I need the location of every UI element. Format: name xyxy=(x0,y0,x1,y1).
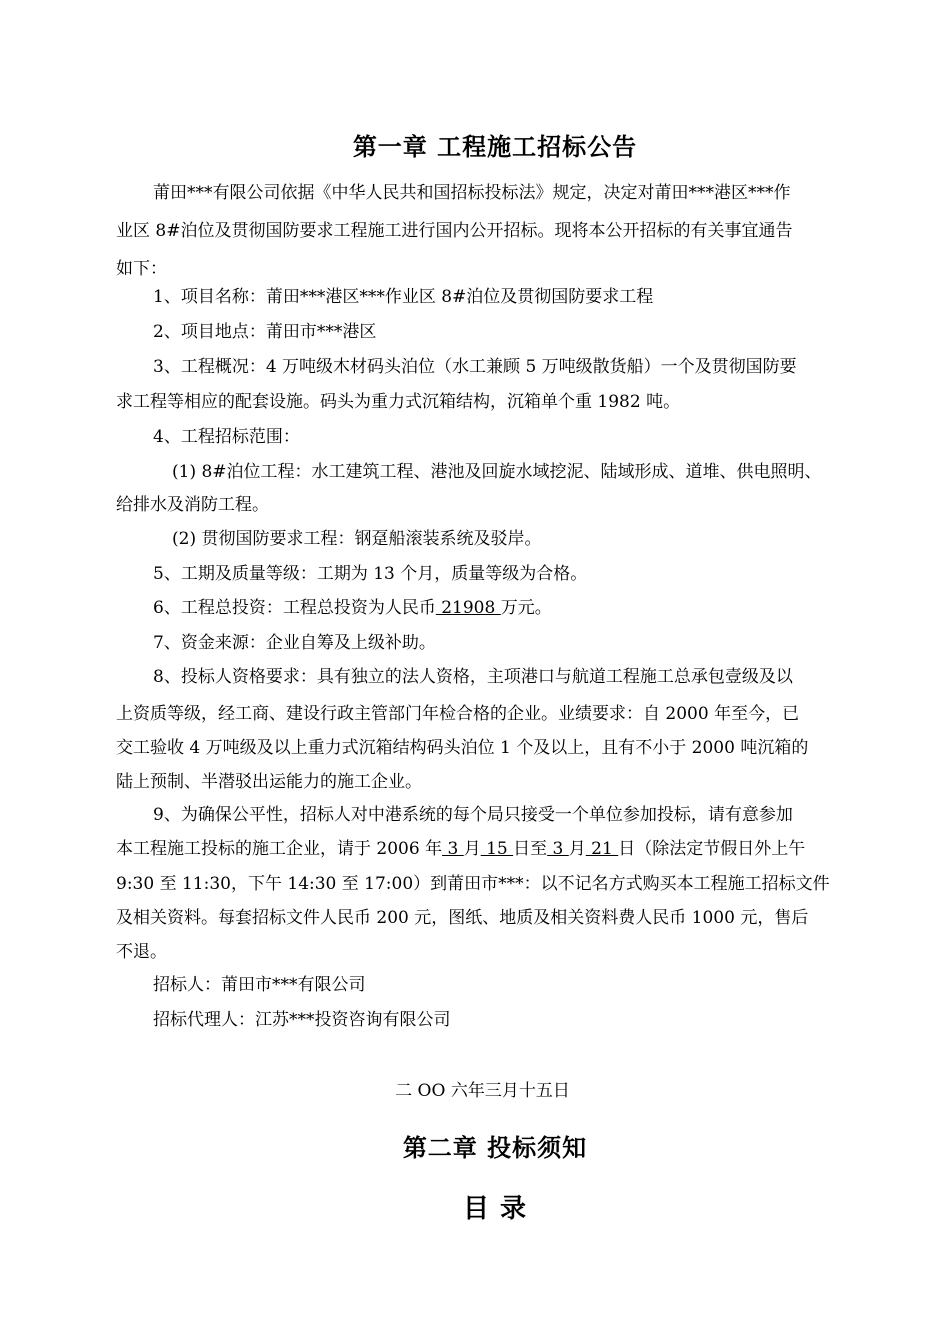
tenderer: 招标人：莆田市***有限公司 xyxy=(153,975,366,995)
item-4: 4、工程招标范围： xyxy=(153,427,300,447)
toc-title: 目 录 xyxy=(462,1194,528,1224)
item-9-line-2 xyxy=(116,838,805,860)
item-9-line-1: 9、为确保公平性，招标人对中港系统的每个局只接受一个单位参加投标，请有意参加 xyxy=(153,805,793,825)
end-month: 3 xyxy=(547,839,569,859)
total-investment-value: 21908 xyxy=(435,598,501,618)
intro-line-1: 莆田***有限公司依据《中华人民共和国招标投标法》规定，决定对莆田***港区***作 xyxy=(153,183,791,203)
item-4-1-line-2: 给排水及消防工程。 xyxy=(116,495,269,515)
item-9-text-e: 日（除法定节假日外上午 xyxy=(618,839,806,859)
item-6-prefix: 6、工程总投资：工程总投资为人民币 xyxy=(153,598,436,618)
item-7: 7、资金来源：企业自筹及上级补助。 xyxy=(153,633,436,653)
item-8-line-4: 陆上预制、半潜驳出运能力的施工企业。 xyxy=(116,772,422,792)
item-5: 5、工期及质量等级：工期为 13 个月，质量等级为合格。 xyxy=(153,564,588,584)
item-8-line-3: 交工验收 4 万吨级及以上重力式沉箱结构码头泊位 1 个及以上，且有不小于 2000 吨沉箱的 xyxy=(116,738,809,758)
chapter-1-title: 第一章 工程施工招标公告 xyxy=(352,132,638,161)
item-2: 2、项目地点：莆田市***港区 xyxy=(153,322,377,342)
item-4-1-line-1: (1) 8#泊位工程：水工建筑工程、港池及回旋水域挖泥、陆域形成、道堆、供电照明、 xyxy=(172,462,822,482)
item-9-text-d: 月 xyxy=(568,839,586,859)
item-9-line-5: 不退。 xyxy=(116,942,167,962)
item-8-line-1: 8、投标人资格要求：具有独立的法人资格，主项港口与航道工程施工总承包壹级及以 xyxy=(153,667,793,687)
announcement-date: 二 OO 六年三月十五日 xyxy=(395,1081,570,1101)
item-1: 1、项目名称：莆田***港区***作业区 8#泊位及贯彻国防要求工程 xyxy=(153,287,654,307)
item-9-text-c: 日至 xyxy=(513,839,548,859)
item-3-line-2: 求工程等相应的配套设施。码头为重力式沉箱结构，沉箱单个重 1982 吨。 xyxy=(116,392,681,412)
tender-agent: 招标代理人：江苏***投资咨询有限公司 xyxy=(153,1010,451,1030)
item-9-line-4: 及相关资料。每套招标文件人民币 200 元，图纸、地质及相关资料费人民币 1000 元，售后 xyxy=(116,908,809,928)
item-3-line-1: 3、工程概况：4 万吨级木材码头泊位（水工兼顾 5 万吨级散货船）一个及贯彻国防要 xyxy=(153,357,797,377)
item-6-suffix: 万元。 xyxy=(500,598,552,618)
chapter-2-title: 第二章 投标须知 xyxy=(402,1133,588,1162)
item-6 xyxy=(153,597,552,619)
intro-line-2: 业区 8#泊位及贯彻国防要求工程施工进行国内公开招标。现将本公开招标的有关事宜通告 xyxy=(116,221,793,241)
item-9-line-3: 9:30 至 11:30，下午 14:30 至 17:00）到莆田市***：以不记名方式购买本工程施工招标文件 xyxy=(116,874,830,894)
start-day: 15 xyxy=(480,839,514,859)
item-4-2: (2) 贯彻国防要求工程：钢趸船滚装系统及驳岸。 xyxy=(172,529,542,549)
end-day: 21 xyxy=(585,839,619,859)
item-9-text-b: 月 xyxy=(463,839,481,859)
intro-line-3: 如下： xyxy=(116,259,167,279)
start-month: 3 xyxy=(442,839,464,859)
item-8-line-2: 上资质等级，经工商、建设行政主管部门年检合格的企业。业绩要求：自 2000 年至今，已 xyxy=(116,704,800,724)
item-9-text-a: 本工程施工投标的施工企业，请于 2006 年 xyxy=(116,839,443,859)
